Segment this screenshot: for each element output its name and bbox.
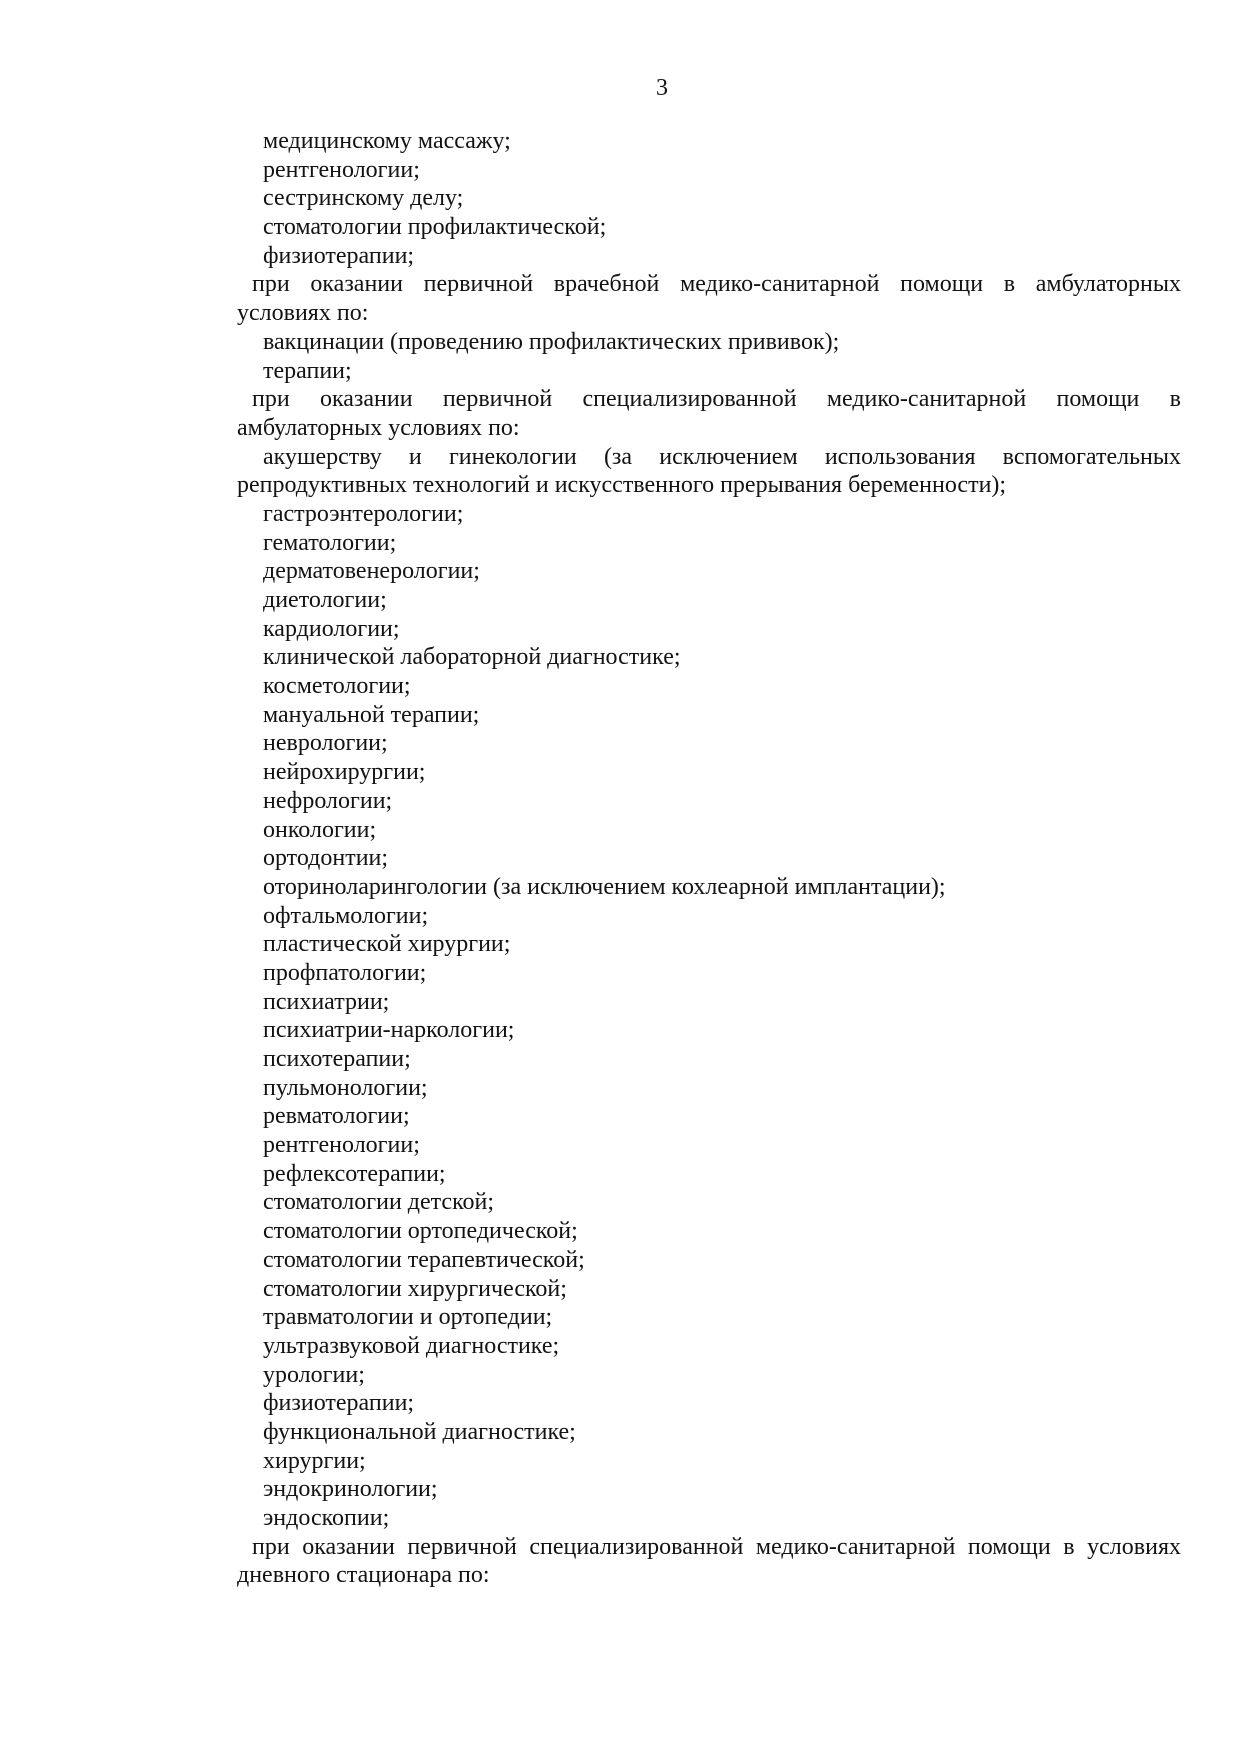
text-line: стоматологии хирургической; [263,1275,567,1302]
text-line: вакцинации (проведению профилактических прививок); [263,328,840,355]
text-line: психиатрии; [263,988,390,1015]
text-line: сестринскому делу; [263,185,464,212]
text-line: репродуктивных технологий и искусственного прерывания беременности); [237,472,1007,499]
text-line: ультразвуковой диагностике; [263,1332,560,1359]
text-line: ревматологии; [263,1103,410,1130]
text-line: нейрохирургии; [263,759,426,786]
text-line: при оказании первичной специализированной медико-санитарной помощи в [252,386,1181,413]
text-line: эндоскопии; [263,1505,390,1531]
text-line: при оказании первичной специализированной медико-санитарной помощи в условиях [252,1533,1181,1560]
text-line: онкологии; [263,816,377,843]
text-line: амбулаторных условиях по: [237,414,520,441]
text-line: дневного стационара по: [237,1562,490,1589]
text-line: оториноларингологии (за исключением кохлеарной имплантации); [263,873,946,900]
text-line: гематологии; [263,529,397,556]
text-line: стоматологии детской; [263,1189,495,1216]
page-number: 3 [656,75,668,101]
text-line: стоматологии терапевтической; [263,1246,585,1273]
text-line: урологии; [263,1361,365,1388]
medical-services-list [237,127,1181,1590]
text-line: профпатологии; [263,959,427,986]
text-line: физиотерапии; [263,1390,415,1417]
text-line: психиатрии-наркологии; [263,1017,515,1044]
text-line: пульмонологии; [263,1074,428,1101]
text-line: клинической лабораторной диагностике; [263,644,681,671]
text-line: стоматологии ортопедической; [263,1218,578,1245]
text-line: медицинскому массажу; [263,128,511,154]
text-line: при оказании первичной врачебной медико-санитарной помощи в амбулаторных [252,271,1181,298]
text-line: акушерству и гинекологии (за исключением использования вспомогательных [263,443,1181,470]
text-line: психотерапии; [263,1046,411,1072]
text-line: дерматовенерологии; [263,558,480,585]
text-line: рентгенологии; [263,1132,420,1159]
text-line: условиях по: [237,300,369,327]
text-line: рефлексотерапии; [263,1160,446,1187]
text-line: косметологии; [263,673,411,700]
text-line: неврологии; [263,730,388,757]
text-line: функциональной диагностике; [263,1418,576,1445]
text-line: травматологии и ортопедии; [263,1304,553,1331]
text-line: рентгенологии; [263,156,420,183]
text-line: эндокринологии; [263,1476,438,1503]
text-line: пластической хирургии; [263,931,511,958]
text-line: мануальной терапии; [263,701,480,728]
text-line: физиотерапии; [263,242,415,269]
text-line: гастроэнтерологии; [263,500,464,527]
text-line: диетологии; [263,587,387,613]
text-line: ортодонтии; [263,845,389,872]
text-line: кардиологии; [263,615,400,642]
text-line: хирургии; [263,1447,366,1474]
text-line: офтальмологии; [263,902,429,929]
text-line: нефрологии; [263,787,393,814]
text-line: стоматологии профилактической; [263,214,607,241]
text-line: терапии; [263,357,352,384]
